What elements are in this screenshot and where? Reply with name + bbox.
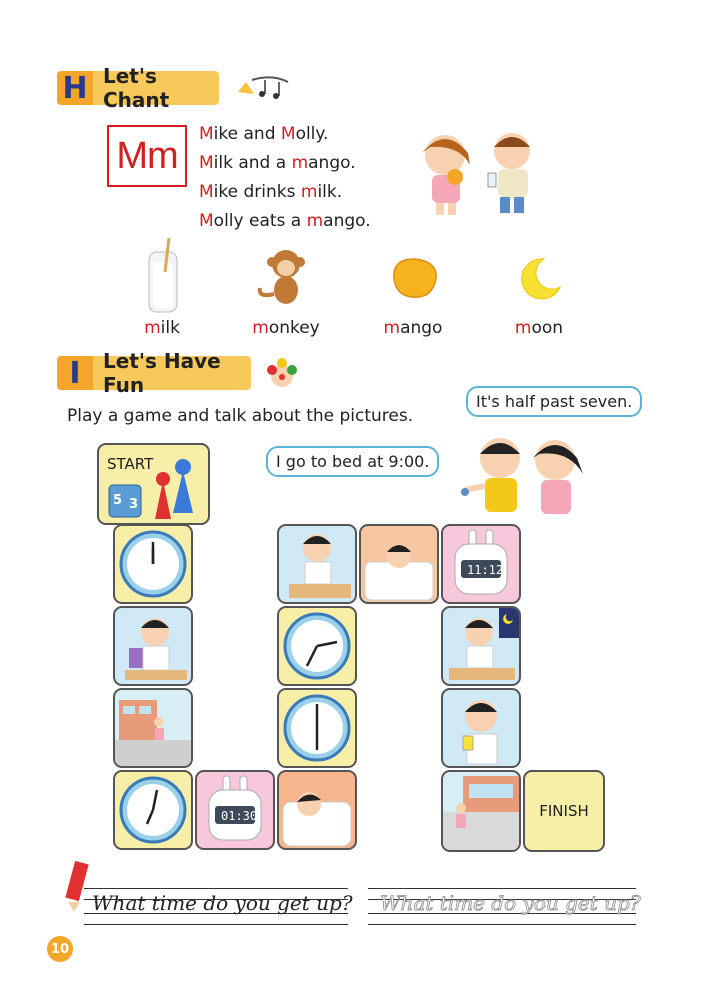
section-i-letter: I	[57, 356, 93, 390]
digital-time: 01:30	[221, 809, 258, 823]
boy-eating-icon	[115, 608, 191, 684]
analog-clock-icon	[115, 772, 191, 848]
music-notes-icon	[232, 72, 292, 106]
boy-drinking-icon	[443, 690, 519, 766]
finish-tile	[523, 770, 605, 852]
trace-line	[368, 888, 636, 889]
vocab-word-mango: mango	[383, 318, 443, 338]
analog-clock-icon	[115, 526, 191, 602]
page-number: 10	[47, 936, 73, 962]
start-label: START	[107, 455, 154, 473]
vocab-word-moon: moon	[514, 318, 564, 338]
chant-line: Milk and a mango.	[199, 153, 356, 173]
chant-line: Mike drinks milk.	[199, 182, 343, 202]
trace-practice-text: What time do you get up?	[380, 891, 641, 915]
trace-badge: TRACE	[68, 828, 87, 860]
pencil-icon	[60, 852, 96, 912]
picture-tile-sleeping	[277, 770, 357, 850]
section-h-title: Let's Chant	[93, 71, 219, 105]
analog-clock-icon	[279, 608, 355, 684]
trace-line	[84, 888, 348, 889]
picture-tile-breakfast	[277, 524, 357, 604]
start-tile	[97, 443, 210, 525]
chant-line: Molly eats a mango.	[199, 211, 371, 231]
dice-and-pawns-icon	[103, 453, 207, 523]
picture-tile-school	[113, 688, 193, 768]
children-illustration	[400, 125, 550, 220]
dice-face: 3	[129, 497, 139, 512]
moon-icon	[516, 255, 564, 303]
picture-tile-school	[441, 770, 521, 852]
milk-bottle-icon	[143, 238, 183, 314]
school-building-icon	[443, 772, 519, 850]
section-i-title: Let's Have Fun	[93, 356, 251, 390]
instruction-text: Play a game and talk about the pictures.	[67, 406, 414, 426]
boy-breakfast-icon	[279, 526, 355, 602]
trace-line	[368, 924, 636, 925]
boy-sleeping-icon	[279, 772, 355, 848]
clown-icon	[262, 356, 302, 392]
speech-bubble-left: I go to bed at 9:00.	[266, 446, 439, 477]
digital-clock-tile	[441, 524, 521, 604]
big-letters: Mm	[116, 134, 178, 177]
dice-face: 5	[113, 493, 123, 508]
clock-tile	[277, 606, 357, 686]
chant-line: Mike and Molly.	[199, 124, 329, 144]
analog-clock-icon	[279, 690, 355, 766]
trace-line	[84, 924, 348, 925]
picture-tile-drinking	[441, 688, 521, 768]
monkey-icon	[254, 248, 314, 310]
digital-time: 11:12	[467, 563, 504, 577]
picture-tile-dinner	[441, 606, 521, 686]
letter-box	[107, 125, 187, 187]
digital-clock-tile	[195, 770, 275, 850]
vocab-word-monkey: monkey	[252, 318, 320, 338]
mango-icon	[388, 255, 440, 301]
chant-lines	[199, 120, 371, 236]
vocab-word-milk: milk	[144, 318, 180, 338]
picture-tile-eating	[113, 606, 193, 686]
boy-waking-up-icon	[361, 526, 437, 602]
school-building-icon	[115, 690, 191, 766]
boy-dinner-icon	[443, 608, 519, 684]
speech-bubble-top: It's half past seven.	[466, 386, 642, 417]
clock-tile	[277, 688, 357, 768]
picture-tile-waking-up	[359, 524, 439, 604]
clock-tile	[113, 524, 193, 604]
section-h-letter: H	[57, 71, 93, 105]
children-pointing-illustration	[455, 430, 605, 516]
trace-model-text: What time do you get up?	[92, 891, 353, 915]
finish-label: FINISH	[539, 802, 589, 820]
clock-tile	[113, 770, 193, 850]
